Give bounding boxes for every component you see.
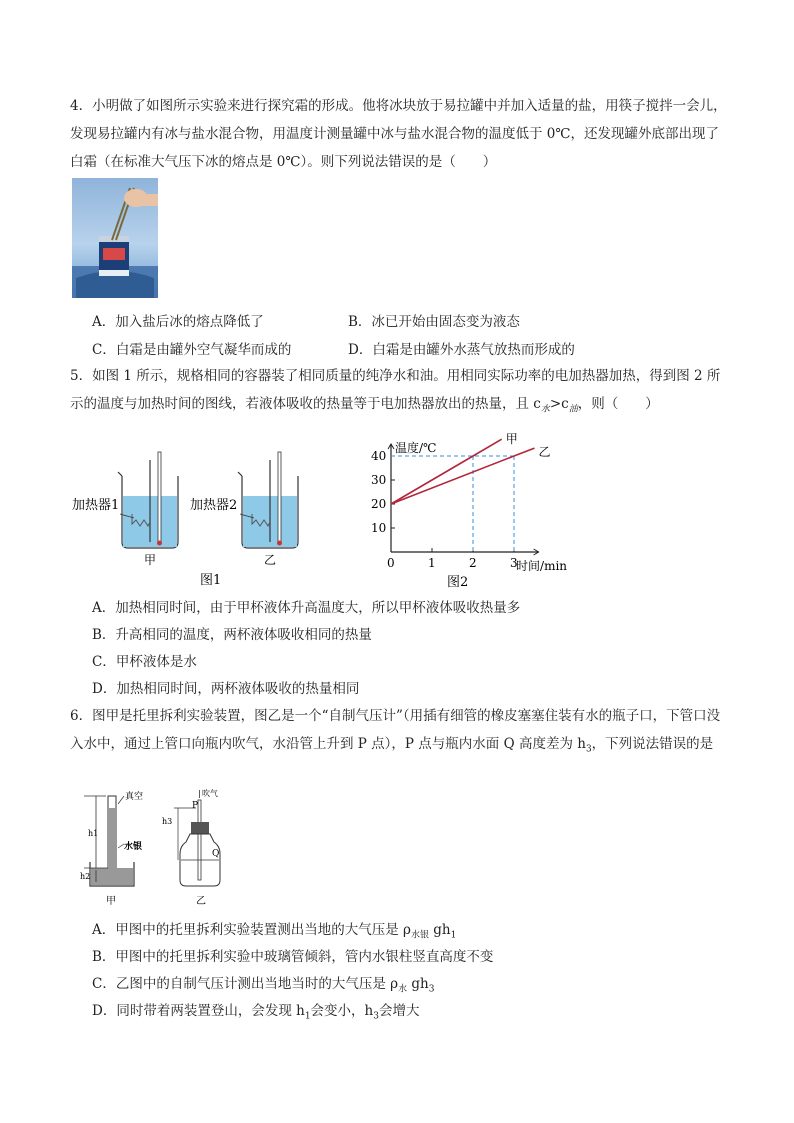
- q5-option-a: A．加热相同时间，由于甲杯液体升高温度大，所以甲杯液体吸收热量多: [92, 600, 521, 616]
- q5-stem-end: ，则（ ）: [577, 396, 659, 412]
- y-axis-label: 温度/℃: [395, 441, 437, 455]
- q5-gt: >c: [549, 396, 569, 412]
- figure-q6-apparatus: [78, 786, 258, 908]
- q6-a-sub2: 1: [450, 930, 457, 941]
- question-4: [70, 92, 730, 176]
- q5-option-c: C．甲杯液体是水: [92, 654, 197, 670]
- q6-stem-text: 6．图甲是托里拆利实验装置，图乙是一个“自制气压计”（用插有细管的橡皮塞塞住装有水的瓶子口，下管口没入水中，通过上管口向瓶内吹气，水沿管上升到 P 点），P 点与瓶内水面 Q 高度差为 h: [70, 708, 721, 752]
- question-4-stem: 4．小明做了如图所示实验来进行探究霜的形成。他将冰块放于易拉罐中并加入适量的盐，用筷子搅拌一会儿，发现易拉罐内有冰与盐水混合物，用温度计测量罐中冰与盐水混合物的温度低于 0℃，还发现罐外底部出现了白霜（在标准大气压下冰的熔点是 0℃）。则下列说法错误的是（ ）: [70, 98, 727, 170]
- chart-axes: [388, 444, 539, 555]
- heater-2-label: 加热器2: [190, 498, 238, 513]
- q6-d-sub2: 3: [373, 1011, 379, 1022]
- q4-option-b: B．冰已开始由固态变为液态: [348, 314, 520, 330]
- series-label: 乙: [538, 445, 551, 460]
- q6-c-post: gh: [407, 976, 429, 992]
- mercury-label: 水银: [124, 842, 143, 852]
- jia-label: 甲: [106, 896, 116, 907]
- q5-stem-text: 5．如图 1 所示，规格相同的容器装了相同质量的纯净水和油。用相同实际功率的电加热器加热，得到图 2 所示的温度与加热时间的图线，若液体吸收的热量等于电加热器放出的热量，且 c: [70, 368, 721, 412]
- q6-a-sub: 水银: [410, 930, 429, 941]
- h1-label: h1: [88, 829, 99, 838]
- figure-1-beakers: [70, 430, 320, 590]
- y-tick-label: 10: [371, 521, 387, 535]
- ice-can-photo: [72, 178, 158, 298]
- figure-1-caption: 图1: [200, 573, 222, 588]
- h3-label: h3: [162, 817, 173, 826]
- question-6-stem: [70, 702, 730, 764]
- x-axis-label: 时间/min: [516, 559, 568, 573]
- figure-2-chart: [355, 410, 595, 592]
- q-label: Q: [212, 849, 220, 859]
- x-tick-label: 3: [510, 556, 518, 570]
- q4-option-c: C．白霜是由罐外空气凝华而成的: [92, 342, 292, 358]
- q6-option-c: [92, 972, 434, 995]
- beaker-yi-label: 乙: [264, 553, 277, 567]
- q6-d-text: D．同时带着两装置登山，会发现 h: [92, 1003, 305, 1019]
- q6-option-d: [92, 999, 419, 1022]
- chart-guides: [391, 456, 514, 552]
- blow-label: 吹气: [202, 789, 218, 798]
- q6-c-text: C．乙图中的自制气压计测出当地当时的大气压是 ρ: [92, 976, 399, 992]
- p-label: P: [192, 801, 199, 811]
- q4-option-a: A．加入盐后冰的熔点降低了: [92, 314, 264, 330]
- vacuum-label: 真空: [125, 792, 144, 802]
- q5-sub-water: 水: [540, 404, 550, 415]
- q6-c-sub: 水: [398, 984, 408, 995]
- q6-d-sub1: 1: [304, 1011, 311, 1022]
- q6-d-mid: 会变小，h: [310, 1003, 374, 1019]
- series-label: 甲: [505, 432, 518, 447]
- y-tick-label: 40: [371, 449, 387, 463]
- q6-d-post: 会增大: [378, 1003, 420, 1019]
- q6-stem-end: ，下列说法错误的是: [591, 736, 714, 752]
- q6-a-text: A．甲图中的托里拆利实验装置测出当地的大气压是 ρ: [92, 922, 411, 938]
- q5-option-b: B．升高相同的温度，两杯液体吸收相同的热量: [92, 627, 372, 643]
- q4-option-d: D．白霜是由罐外水蒸气放热而形成的: [348, 342, 575, 358]
- question-6: [70, 702, 730, 764]
- h2-label: h2: [80, 872, 91, 881]
- q5-option-d: D．加热相同时间，两杯液体吸收的热量相同: [92, 681, 360, 697]
- q6-option-a: [92, 918, 456, 941]
- y-tick-label: 20: [371, 497, 387, 511]
- q6-c-sub2: 3: [428, 984, 435, 995]
- heater-1-label: 加热器1: [72, 498, 120, 513]
- q5-sub-oil: 油: [568, 404, 578, 415]
- q6-sub-3: 3: [585, 744, 592, 755]
- x-tick-label: 1: [428, 556, 436, 570]
- y-tick-label: 30: [371, 473, 387, 487]
- q6-option-b: B．甲图中的托里拆利实验中玻璃管倾斜，管内水银柱竖直高度不变: [92, 949, 494, 965]
- yi-label: 乙: [196, 896, 206, 907]
- x-tick-label: 0: [387, 556, 395, 570]
- beaker-jia-label: 甲: [144, 553, 157, 567]
- q6-a-post: gh: [429, 922, 451, 938]
- ice-can-illustration: [72, 178, 158, 298]
- x-tick-label: 2: [469, 556, 477, 570]
- figure-2-caption: 图2: [447, 575, 469, 590]
